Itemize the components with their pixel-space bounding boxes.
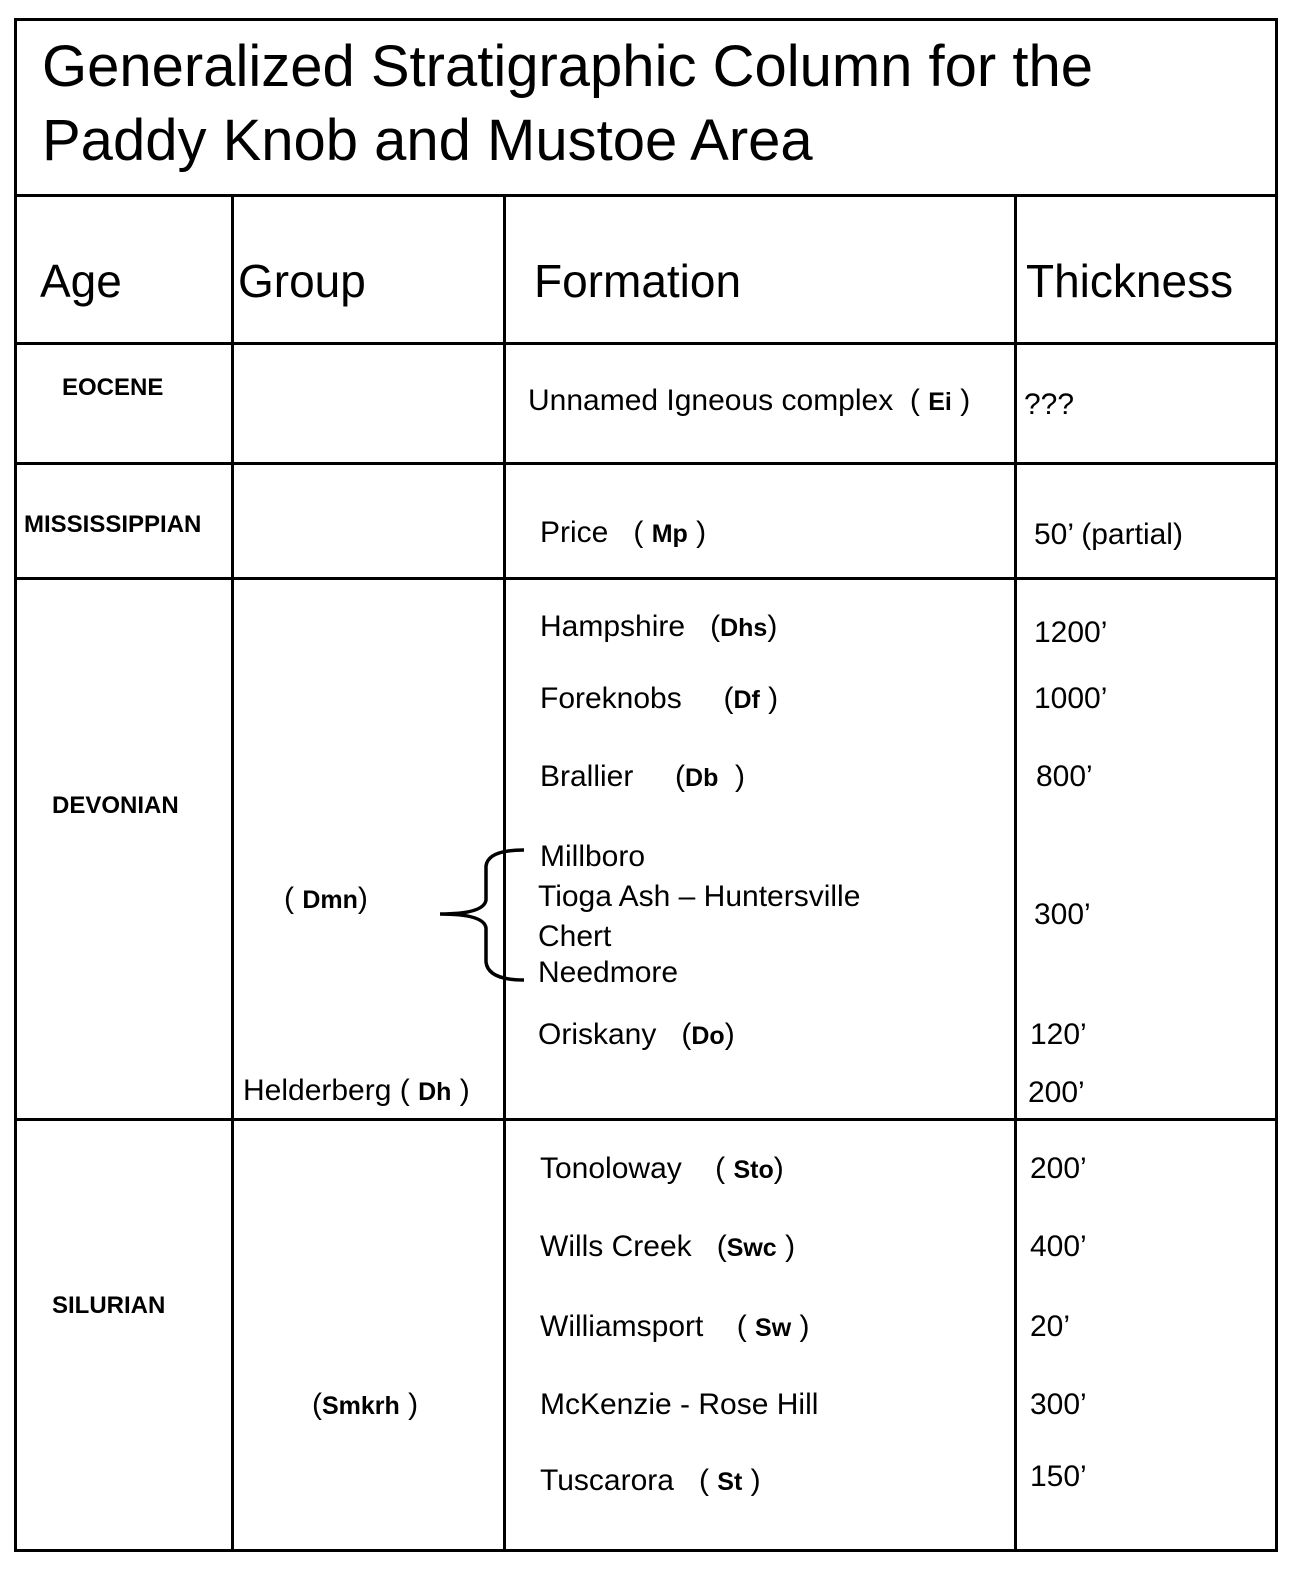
thickness-oriskany: 120’ <box>1030 1018 1087 1051</box>
age-devonian: DEVONIAN <box>52 792 179 819</box>
formation-unnamed-code: Ei <box>928 388 952 416</box>
thickness-williamsport: 20’ <box>1030 1310 1071 1343</box>
header-formation: Formation <box>534 255 742 307</box>
group-dmn: ( Dmn) <box>284 882 368 915</box>
formation-unnamed-name: Unnamed Igneous complex <box>528 384 894 417</box>
formation-foreknobs: Foreknobs (Df ) <box>540 682 779 715</box>
header-group: Group <box>238 255 366 307</box>
thickness-foreknobs: 1000’ <box>1034 682 1108 715</box>
age-eocene: EOCENE <box>62 374 164 401</box>
formation-brallier: Brallier (Db ) <box>540 760 746 793</box>
thickness-price: 50’ (partial) <box>1034 518 1183 551</box>
thickness-millboro-group: 300’ <box>1034 898 1091 931</box>
formation-wills-creek-name: Wills Creek <box>540 1230 692 1263</box>
formation-price-code: Mp <box>651 520 688 548</box>
formation-wills-creek: Wills Creek (Swc ) <box>540 1230 796 1263</box>
formation-wills-creek-code: Swc <box>726 1234 777 1262</box>
formation-brallier-code: Db <box>685 764 719 792</box>
formation-thickness-divider <box>1014 196 1017 1552</box>
devonian-divider <box>14 1118 1278 1121</box>
formation-tonoloway-name: Tonoloway <box>540 1152 682 1185</box>
formation-hampshire-name: Hampshire <box>540 610 686 643</box>
formation-tuscarora: Tuscarora ( St ) <box>540 1464 761 1497</box>
formation-needmore: Needmore <box>538 956 679 989</box>
title-line-1: Generalized Stratigraphic Column for the <box>42 34 1093 99</box>
thickness-unnamed: ??? <box>1024 388 1075 421</box>
formation-hampshire: Hampshire (Dhs) <box>540 610 778 643</box>
formation-foreknobs-code: Df <box>733 686 760 714</box>
age-group-divider <box>231 196 234 1552</box>
formation-chert: Chert <box>538 920 612 953</box>
group-smkrh: (Smkrh ) <box>312 1388 419 1421</box>
header-age: Age <box>40 255 122 307</box>
formation-foreknobs-name: Foreknobs <box>540 682 682 715</box>
thickness-brallier: 800’ <box>1036 760 1093 793</box>
formation-price: Price ( Mp ) <box>540 516 707 549</box>
group-dmn-code: Dmn <box>302 886 358 914</box>
group-helderberg-name: Helderberg <box>243 1074 392 1107</box>
formation-tuscarora-code: St <box>717 1468 743 1496</box>
formation-williamsport-code: Sw <box>755 1314 792 1342</box>
formation-mckenzie-rose-hill: McKenzie - Rose Hill <box>540 1388 819 1421</box>
group-helderberg-code: Dh <box>418 1078 452 1106</box>
header-divider <box>14 342 1278 345</box>
title-divider <box>14 194 1278 197</box>
age-mississippian: MISSISSIPPIAN <box>24 511 202 538</box>
title-line-2: Paddy Knob and Mustoe Area <box>42 108 813 173</box>
thickness-helderberg: 200’ <box>1028 1076 1085 1109</box>
thickness-mckenzie-rose-hill: 300’ <box>1030 1388 1087 1421</box>
formation-tonoloway: Tonoloway ( Sto) <box>540 1152 784 1185</box>
formation-price-name: Price <box>540 516 609 549</box>
thickness-tuscarora: 150’ <box>1030 1460 1087 1493</box>
header-thickness: Thickness <box>1026 255 1234 307</box>
formation-millboro: Millboro <box>540 840 646 873</box>
formation-brallier-name: Brallier <box>540 760 634 793</box>
formation-oriskany-name: Oriskany <box>538 1018 657 1051</box>
thickness-hampshire: 1200’ <box>1034 616 1108 649</box>
formation-unnamed: Unnamed Igneous complex ( Ei ) <box>528 384 971 417</box>
formation-tuscarora-name: Tuscarora <box>540 1464 674 1497</box>
group-helderberg: Helderberg ( Dh ) <box>243 1074 470 1107</box>
mississippian-divider <box>14 577 1278 580</box>
brace-icon <box>438 846 528 986</box>
formation-williamsport-name: Williamsport <box>540 1310 704 1343</box>
eocene-divider <box>14 462 1278 465</box>
thickness-tonoloway: 200’ <box>1030 1152 1087 1185</box>
group-smkrh-code: Smkrh <box>322 1392 400 1420</box>
formation-oriskany-code: Do <box>691 1022 725 1050</box>
formation-hampshire-code: Dhs <box>720 614 768 642</box>
thickness-wills-creek: 400’ <box>1030 1230 1087 1263</box>
formation-tonoloway-code: Sto <box>733 1156 774 1184</box>
formation-tioga-huntersville: Tioga Ash – Huntersville <box>538 880 861 913</box>
formation-williamsport: Williamsport ( Sw ) <box>540 1310 810 1343</box>
age-silurian: SILURIAN <box>52 1292 166 1319</box>
formation-oriskany: Oriskany (Do) <box>538 1018 735 1051</box>
